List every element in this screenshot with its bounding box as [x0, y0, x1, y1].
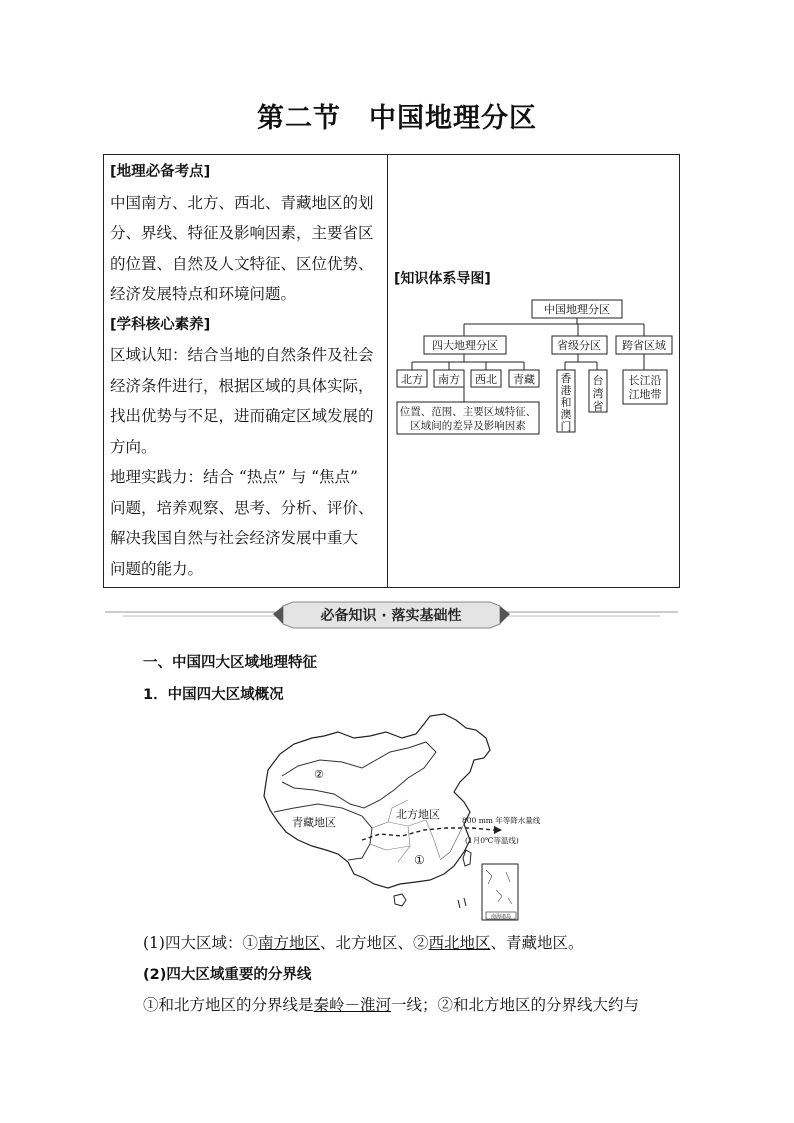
section-heading: 一、中国四大区域地理特征 — [143, 655, 317, 671]
isoline-arrow — [494, 826, 502, 834]
root-label: 中国地理分区 — [544, 303, 610, 316]
inset-label: 南海诸岛 — [490, 914, 512, 920]
province-char: 澳 — [560, 408, 572, 421]
kaodian-line: 中国南方、北方、西北、青藏地区的划 — [110, 193, 374, 212]
province-char: 湾 — [592, 387, 604, 400]
boundary-xibei — [282, 742, 436, 808]
island-hainan — [394, 894, 406, 906]
region-label: 西北 — [475, 373, 497, 386]
title-text: 中国地理分区 — [369, 103, 537, 134]
suyang-line: 区域认知：结合当地的自然条件及社会 — [110, 346, 374, 364]
page-title — [0, 96, 794, 135]
suyang-line: 问题的能力。 — [110, 559, 204, 578]
province-char: 门 — [560, 420, 572, 433]
answer-nanfang: 南方地区 — [257, 934, 320, 952]
province-char: 台 — [592, 374, 604, 387]
map-marker-2: ② — [314, 768, 324, 781]
suyang-line: 经济条件进行，根据区域的具体实际， — [110, 376, 374, 395]
province-char: 港 — [560, 384, 572, 397]
suyang-line: 地理实践力：结合 “热点” 与 “焦点” — [110, 468, 358, 486]
mindmap-diagram — [394, 294, 679, 440]
map-marker-1: ① — [414, 853, 425, 867]
answer-qinling: 秦岭－淮河 — [313, 996, 392, 1014]
suyang-line: 问题，培养观察、思考、分析、评价、 — [110, 498, 374, 517]
suyang-line: 方向。 — [110, 437, 157, 456]
suyang-line: 找出优势与不足，进而确定区域发展的 — [110, 407, 374, 425]
paragraph-boundaries-heading: (2)四大区域重要的分界线 — [143, 967, 312, 983]
china-regions-map — [258, 712, 541, 922]
title-section-number: 第二节 — [257, 103, 341, 134]
subsection-heading: 1．中国四大区域概况 — [143, 687, 284, 703]
boundary-qingzang — [274, 804, 372, 860]
paragraph-boundaries: ①和北方地区的分界线是秦岭－淮河一线；②和北方地区的分界线大约与 — [143, 996, 640, 1014]
south-china-sea-inset — [482, 864, 518, 920]
cross-label: 江地带 — [628, 388, 662, 401]
cross-label: 长江沿 — [628, 374, 662, 387]
requirements-column — [110, 157, 382, 584]
mindmap-header: [知识体系导图] — [394, 271, 491, 287]
detail-line: 位置、范围、主要区域特征、 — [399, 406, 537, 418]
suyang-header: [学科核心素养] — [110, 316, 211, 333]
isoline-label: 800 mm 年等降水量线 — [462, 816, 541, 825]
isoline-label-sub: (1月0℃等温线) — [465, 836, 519, 845]
region-label: 青藏 — [513, 373, 535, 386]
kaodian-line: 的位置、自然及人文特征、区位优势、 — [110, 254, 374, 273]
kaodian-line: 经济发展特点和环境问题。 — [110, 285, 297, 303]
branch-label-shengji: 省级分区 — [557, 339, 601, 352]
branch-label-sida: 四大地理分区 — [432, 339, 498, 352]
map-label-qingzang: 青藏地区 — [292, 816, 336, 829]
answer-xibei: 西北地区 — [428, 934, 491, 952]
kaodian-header: [地理必备考点] — [110, 164, 211, 180]
branch-label-kuasheng: 跨省区域 — [622, 339, 666, 352]
coastline-detail — [440, 824, 464, 860]
section-banner — [103, 600, 680, 630]
detail-line: 区域间的差异及影响因素 — [410, 420, 526, 432]
map-label-beifang: 北方地区 — [396, 808, 440, 821]
scale-tick — [464, 898, 466, 906]
kaodian-line: 分、界线、特征及影响因素，主要省区 — [110, 224, 374, 242]
province-char: 和 — [560, 396, 572, 409]
region-label: 北方 — [401, 373, 423, 386]
province-char: 省 — [592, 400, 604, 413]
banner-text: 必备知识 · 落实基础性 — [320, 608, 462, 624]
column-divider — [387, 155, 388, 587]
paragraph-regions: (1)四大区域：①南方地区、北方地区、②西北地区、青藏地区。 — [143, 934, 584, 952]
suyang-line: 解决我国自然与社会经济发展中重大 — [110, 529, 359, 547]
region-label: 南方 — [438, 373, 460, 386]
province-char: 香 — [560, 372, 572, 385]
scale-tick — [458, 900, 460, 908]
